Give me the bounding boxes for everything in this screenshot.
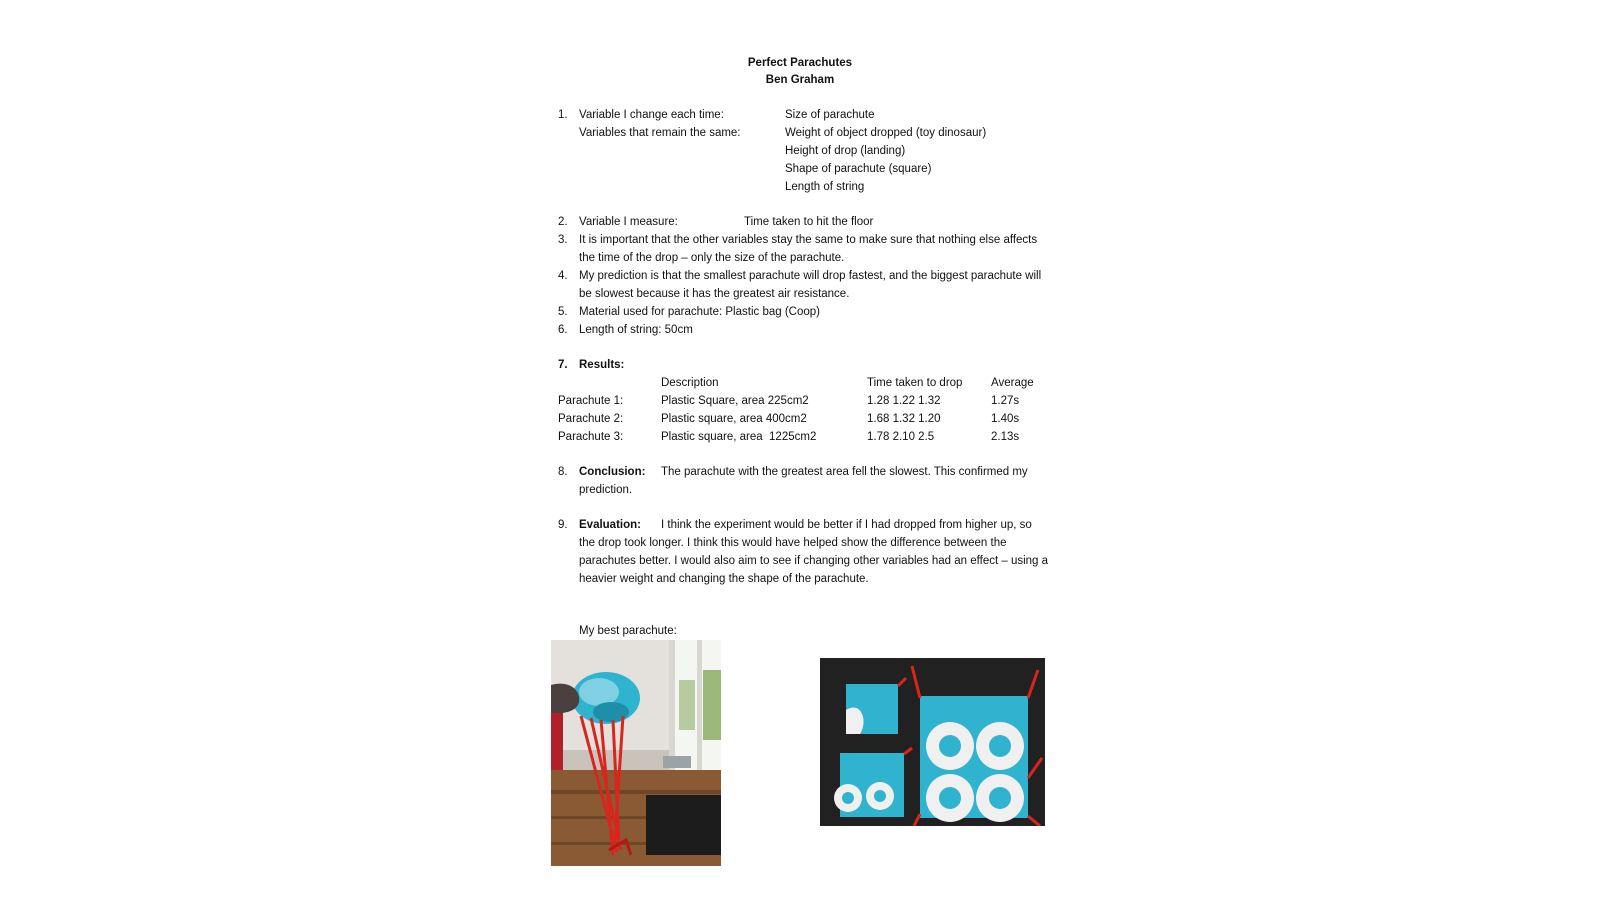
measured-variable-label: Variable I measure: <box>579 216 678 228</box>
item-7-number: 7. <box>558 359 568 371</box>
item-3-text: the time of the drop – only the size of the parachute. <box>579 252 845 264</box>
changed-variable-label: Variable I change each time: <box>579 109 724 121</box>
row-times: 1.28 1.22 1.32 <box>867 395 941 407</box>
row-label: Parachute 2: <box>558 413 624 425</box>
item-5-number: 5. <box>558 306 568 318</box>
row-times: 1.68 1.32 1.20 <box>867 413 941 425</box>
best-parachute-label: My best parachute: <box>579 625 677 637</box>
row-description: Plastic Square, area 225cm2 <box>661 395 809 407</box>
material-text: Material used for parachute: Plastic bag (Coop) <box>579 306 820 318</box>
row-times: 1.78 2.10 2.5 <box>867 431 935 443</box>
evaluation-text: the drop took longer. I think this would have helped show the difference between the <box>579 537 1007 549</box>
row-label: Parachute 3: <box>558 431 624 443</box>
prediction-text: My prediction is that the smallest parachute will drop fastest, and the biggest parachute will <box>579 270 1042 282</box>
string-length-text: Length of string: 50cm <box>579 324 693 336</box>
constant-variable-item: Length of string <box>785 181 865 193</box>
changed-variable-value: Size of parachute <box>785 109 875 121</box>
row-average: 2.13s <box>991 431 1020 443</box>
evaluation-text: I think the experiment would be better if I had dropped from higher up, so <box>661 519 1032 531</box>
constant-variable-item: Weight of object dropped (toy dinosaur) <box>785 127 987 139</box>
item-9-number: 9. <box>558 519 568 531</box>
constant-variable-item: Shape of parachute (square) <box>785 163 932 175</box>
row-average: 1.40s <box>991 413 1020 425</box>
item-4-number: 4. <box>558 270 568 282</box>
conclusion-heading: Conclusion: <box>579 466 646 478</box>
evaluation-text: heavier weight and changing the shape of the parachute. <box>579 573 869 585</box>
item-1-number: 1. <box>558 109 568 121</box>
table-header: Average <box>991 377 1034 389</box>
item-6-number: 6. <box>558 324 568 336</box>
item-2-number: 2. <box>558 216 568 228</box>
item-3-number: 3. <box>558 234 568 246</box>
document-author: Ben Graham <box>765 74 835 86</box>
table-header: Time taken to drop <box>867 377 963 389</box>
prediction-text: be slowest because it has the greatest air resistance. <box>579 288 850 300</box>
constant-variable-item: Height of drop (landing) <box>785 145 906 157</box>
row-label: Parachute 1: <box>558 395 624 407</box>
parachutes-flat-photo <box>820 658 1045 826</box>
row-average: 1.27s <box>991 395 1020 407</box>
row-description: Plastic square, area 1225cm2 <box>661 431 817 443</box>
constant-variables-label: Variables that remain the same: <box>579 127 741 139</box>
table-header: Description <box>661 377 719 389</box>
measured-variable-value: Time taken to hit the floor <box>744 216 874 228</box>
results-heading: Results: <box>579 359 625 371</box>
parachute-window-photo <box>551 640 721 866</box>
row-description: Plastic square, area 400cm2 <box>661 413 807 425</box>
conclusion-text: prediction. <box>579 484 633 496</box>
conclusion-text: The parachute with the greatest area fell the slowest. This confirmed my <box>661 466 1028 478</box>
evaluation-heading: Evaluation: <box>579 519 641 531</box>
document-title: Perfect Parachutes <box>747 57 853 69</box>
evaluation-text: parachutes better. I would also aim to see if changing other variables had an effect – using a <box>579 555 1049 567</box>
item-3-text: It is important that the other variables stay the same to make sure that nothing else affects <box>579 234 1038 246</box>
item-8-number: 8. <box>558 466 568 478</box>
